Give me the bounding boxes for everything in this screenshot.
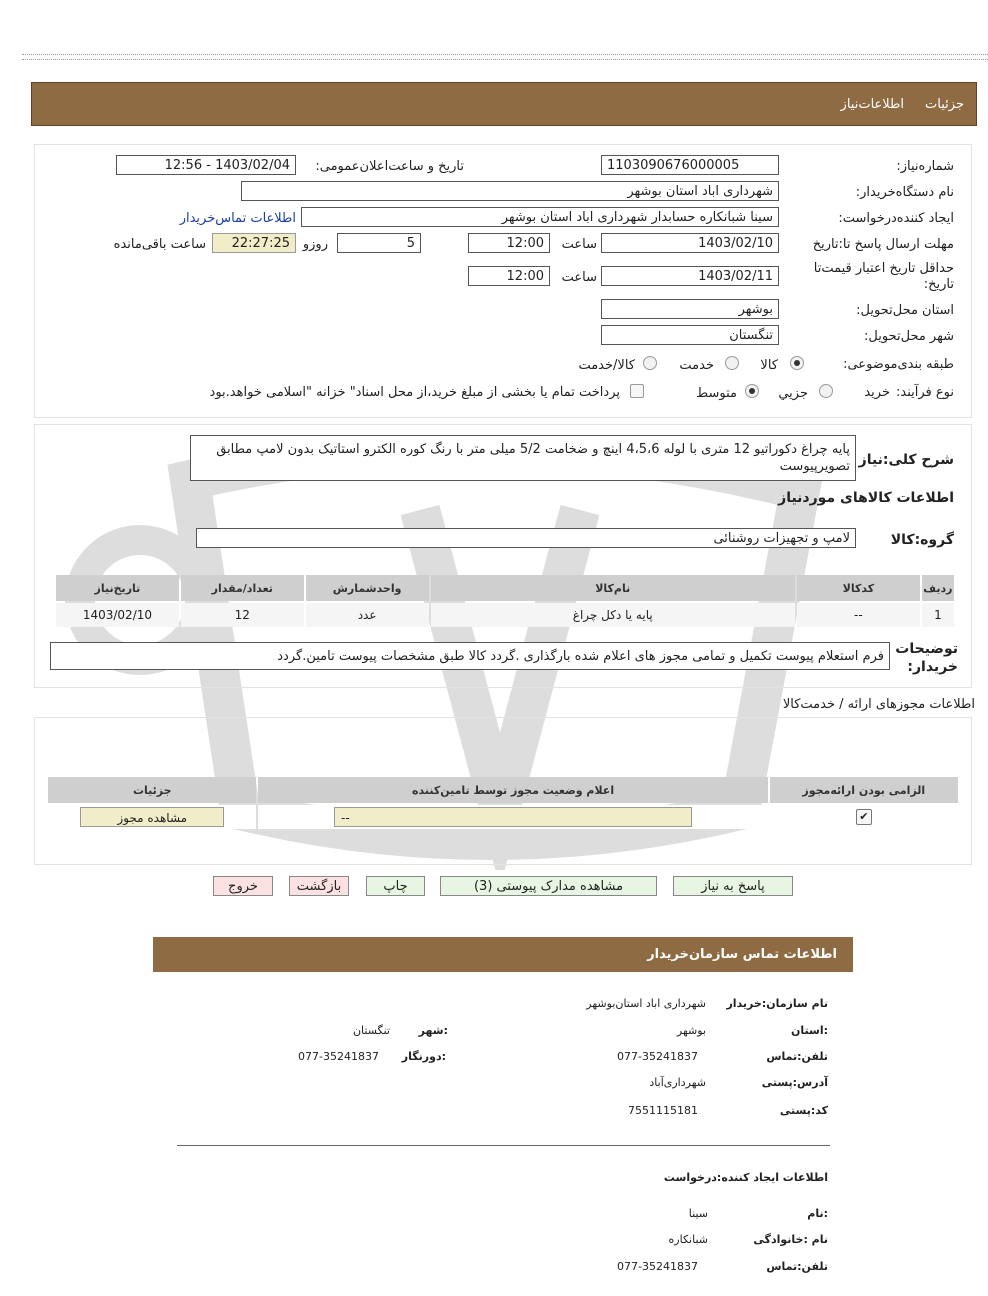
dotted-divider: [22, 54, 988, 60]
tab-details[interactable]: جزئیات: [925, 97, 964, 112]
cell-name: پایه یا دکل چراغ: [431, 603, 795, 627]
col-code-header: کدکالا: [797, 575, 920, 601]
exit-button[interactable]: خروج: [213, 876, 273, 896]
deadline-time-label: ساعت: [561, 237, 597, 252]
cell-code: --: [797, 603, 920, 627]
contact-postal-label: کد:پستی: [779, 1104, 828, 1117]
contact-header-bar: [153, 937, 853, 972]
days-label: روزو: [302, 237, 328, 252]
contact-city-label: :شهر: [418, 1024, 448, 1037]
col-unit-header: واحدشمارش: [306, 575, 429, 601]
contact-title: اطلاعات تماس سازمان‌خریدار: [647, 947, 837, 962]
print-button[interactable]: چاپ: [366, 876, 425, 896]
col-date-header: تاریخ‌نیاز: [56, 575, 179, 601]
creator-name-value: سینا: [688, 1207, 708, 1220]
table-row: [56, 603, 954, 627]
permit-details-header: جزئیات: [48, 777, 256, 803]
announce-label: تاریخ و ساعت‌اعلان‌عمومی:: [315, 159, 464, 174]
process-medium-label: متوسط: [696, 386, 737, 401]
back-button[interactable]: بازگشت: [289, 876, 349, 896]
contact-org-value: شهرداری اباد استان‌بوشهر: [586, 997, 706, 1010]
contact-province-label: :استان: [791, 1024, 828, 1037]
view-permit-button[interactable]: مشاهده مجوز: [80, 807, 224, 827]
contact-postal-value: 7551115181: [628, 1104, 698, 1117]
category-service-radio[interactable]: [725, 356, 739, 370]
category-service-label: خدمت: [679, 358, 714, 373]
tab-need-info[interactable]: اطلاعات‌نیاز: [840, 97, 904, 112]
contact-fax-value: 077-35241837: [298, 1050, 379, 1063]
reply-button[interactable]: پاسخ به نیاز: [673, 876, 793, 896]
cell-unit: عدد: [306, 603, 429, 627]
permit-required-header: الزامی بودن ارائه‌مجوز: [770, 777, 958, 803]
buyer-notes-field: فرم استعلام پیوست تکمیل و تمامی مجوز های اعلام شده بارگذاری .گردد کالا طبق مشخصات پیوست تامین.گردد: [50, 642, 890, 670]
buyer-org-field: شهرداری اباد استان بوشهر: [241, 181, 779, 201]
permits-table-header: [48, 777, 958, 803]
permit-status-field: --: [334, 807, 692, 827]
creator-info-title: اطلاعات ایجاد کننده:درخواست: [663, 1171, 828, 1184]
goods-table-header: [56, 575, 954, 601]
permits-title: اطلاعات مجوزهای ارائه / خدمت‌کالا: [782, 697, 975, 712]
creator-family-label: نام :خانوادگی: [753, 1233, 828, 1246]
permit-status-header: اعلام وضعیت مجوز توسط تامین‌کننده: [258, 777, 767, 803]
summary-field: پایه چراغ دکوراتیو 12 متری با لوله 4،5،6 اینچ و ضخامت 5/2 میلی متر با رنگ کوره الکترو استاتیک بدون لامپ مطابق تصویرپیوست: [190, 435, 856, 481]
checkmark-icon: ✔: [856, 809, 872, 825]
buyer-org-label: نام دستگاه‌خریدار:: [855, 185, 954, 200]
process-medium-radio[interactable]: [745, 384, 759, 398]
treasury-payment-note: پرداخت تمام یا بخشی از مبلغ خرید،از محل اسناد" خزانه "اسلامی خواهد.بود: [209, 385, 620, 400]
group-label: گروه:کالا: [890, 532, 954, 548]
table-row: [48, 805, 958, 829]
city-label: شهر محل‌تحویل:: [864, 329, 954, 344]
validity-date-field: 1403/02/11: [601, 266, 779, 286]
remaining-time-field: 22:27:25: [212, 233, 296, 253]
process-partial-label: جزیي: [778, 386, 808, 401]
cell-row: 1: [922, 603, 954, 627]
contact-address-value: شهرداری‌آباد: [649, 1076, 706, 1089]
contact-city-value: تنگستان: [352, 1024, 390, 1037]
col-row-header: ردیف: [922, 575, 954, 601]
category-both-radio[interactable]: [643, 356, 657, 370]
deadline-time-field: 12:00: [468, 233, 550, 253]
category-goods-radio[interactable]: [790, 356, 804, 370]
city-field: تنگستان: [601, 325, 779, 345]
goods-info-label: اطلاعات کالاهای مورد‌نیاز: [778, 490, 954, 506]
summary-label: شرح کلی:نیاز: [858, 452, 954, 468]
buyer-notes-label: توضیحات خریدار:: [895, 641, 958, 675]
contact-divider: [177, 1145, 830, 1146]
contact-address-label: آدرس:پستی: [761, 1076, 828, 1089]
category-both-label: کالا/خدمت: [578, 358, 635, 373]
permit-required-cell: [770, 805, 958, 829]
province-field: بوشهر: [601, 299, 779, 319]
cell-date: 1403/02/10: [56, 603, 179, 627]
process-partial-radio[interactable]: [819, 384, 833, 398]
contact-phone-label: تلفن:تماس: [766, 1050, 828, 1063]
creator-label: ایجاد کننده‌درخواست:: [838, 211, 954, 226]
permit-details-cell: [48, 805, 256, 829]
col-name-header: نام‌کالا: [431, 575, 795, 601]
creator-family-value: شبانکاره: [668, 1233, 708, 1246]
contact-province-value: بوشهر: [676, 1024, 706, 1037]
deadline-label: مهلت ارسال پاسخ تا:تاریخ: [812, 237, 954, 252]
validity-label: حداقل تاریخ اعتبار قیمت‌تا تاریخ:: [813, 261, 954, 292]
validity-time-field: 12:00: [468, 266, 550, 286]
days-field: 5: [337, 233, 421, 253]
need-number-field: 1103090676000005: [601, 155, 779, 175]
group-field: لامپ و تجهیزات روشنائی: [196, 528, 856, 548]
contact-org-label: نام سازمان:خریدار: [726, 997, 828, 1010]
category-label: طبقه بندی‌موضوعی:: [843, 357, 954, 372]
attachments-button[interactable]: مشاهده مدارک پیوستی (3): [440, 876, 657, 896]
province-label: استان محل‌تحویل:: [856, 303, 954, 318]
process-buy-label: خرید: [864, 385, 890, 400]
contact-fax-label: :دورنگار: [401, 1050, 446, 1063]
deadline-date-field: 1403/02/10: [601, 233, 779, 253]
validity-time-label: ساعت: [561, 270, 597, 285]
remaining-label: ساعت باقی‌مانده: [113, 237, 206, 252]
announce-field: 1403/02/04 - 12:56: [116, 155, 296, 175]
permits-table: [46, 775, 960, 831]
creator-field: سینا شبانکاره حسابدار شهرداری اباد استان بوشهر: [301, 207, 779, 227]
goods-table: [54, 573, 956, 629]
page-header-bar: [31, 82, 977, 126]
need-number-label: شماره‌نیاز:: [896, 159, 954, 174]
creator-phone-label: تلفن:تماس: [766, 1260, 828, 1273]
cell-qty: 12: [181, 603, 304, 627]
col-qty-header: تعداد/مقدار: [181, 575, 304, 601]
contact-phone-value: 077-35241837: [617, 1050, 698, 1063]
category-goods-label: کالا: [760, 358, 778, 373]
creator-phone-value: 077-35241837: [617, 1260, 698, 1273]
treasury-payment-checkbox[interactable]: [630, 384, 644, 398]
buyer-contact-link[interactable]: اطلاعات تماس‌خریدار: [179, 211, 296, 226]
process-label: نوع فرآیند:: [896, 385, 954, 400]
creator-name-label: :نام: [807, 1207, 828, 1220]
permit-status-cell: [258, 805, 767, 829]
